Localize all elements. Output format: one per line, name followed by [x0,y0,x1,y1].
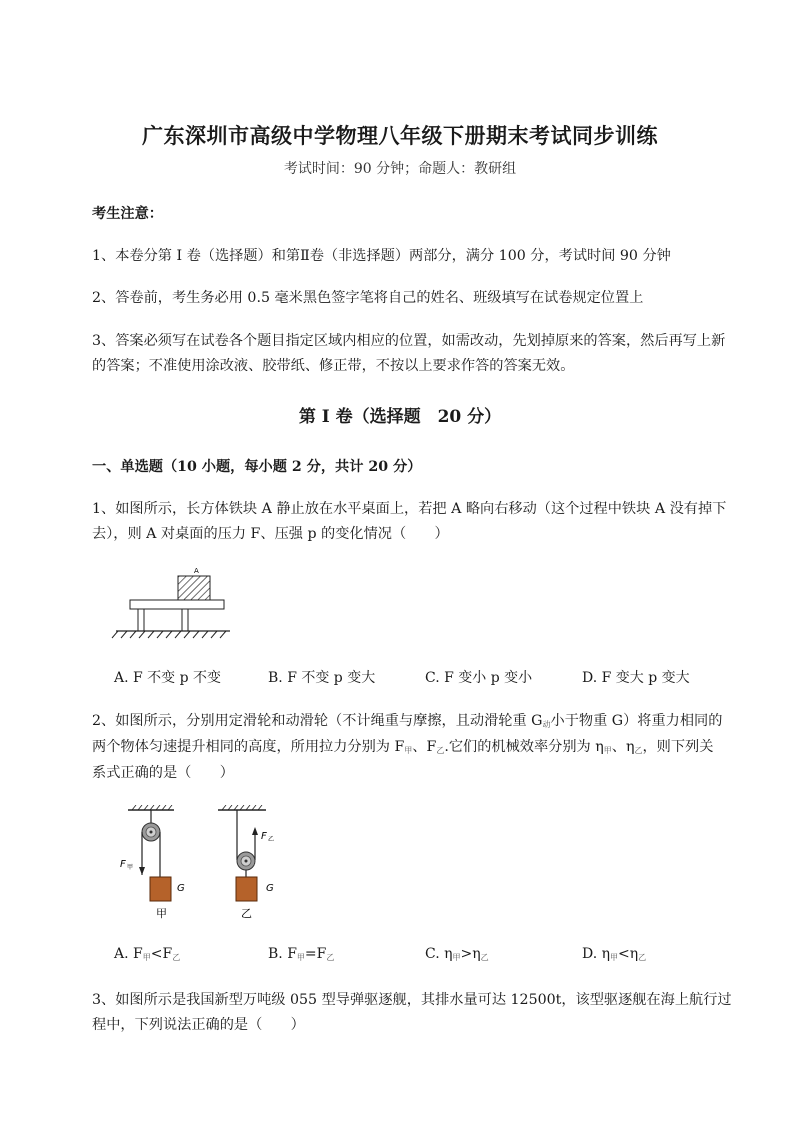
q2-pulley-figure [110,805,310,923]
q2-option-a[interactable]: A. $F_甲<F_乙$ [114,946,181,962]
q1-line-2: 去），则 A 对桌面的压力 F、压强 p 的变化情况（ ） [92,526,449,542]
q2-line-2: 两个物体匀速提升相同的高度，所用拉力分别为 $F_甲$、$F_乙$.它们的机械效率分别为 $\eta_甲$、$\eta_乙$，则下列关 [92,739,714,755]
movable-pulley-yi [218,805,274,920]
force-yi-label: F [261,831,267,842]
ground-hatch [112,631,226,638]
q1-block-label: A [194,567,199,575]
q1-option-a[interactable]: A. F 不变 p 不变 [114,670,222,686]
q1-option-b[interactable]: B. F 不变 p 变大 [268,670,376,686]
iron-block-a [178,576,210,600]
note-item-2: 2、答卷前，考生务必用 0.5 毫米黑色签字笔将自己的姓名、班级填写在试卷规定位置上 [92,290,644,306]
force-jia-label: F [120,859,126,870]
q2-line-3: 系式正确的是（ ） [92,765,234,781]
q2-option-b[interactable]: B. $F_甲=F_乙$ [268,946,335,962]
section-title: 第 I 卷（选择题 20 分） [298,407,502,427]
q2-option-d[interactable]: D. $\eta_甲<\eta_乙$ [582,946,647,962]
svg-text:乙: 乙 [268,836,275,843]
weight-yi-label: G [266,883,274,894]
note-item-3-cont: 的答案；不准使用涂改液、胶带纸、修正带，不按以上要求作答的答案无效。 [92,358,575,374]
fixed-pulley-jia [120,805,185,920]
table-leg-left [138,609,144,631]
weight-jia-label: G [177,883,185,894]
caption-yi: 乙 [241,907,252,920]
q2-option-c[interactable]: C. $\eta_甲>\eta_乙$ [425,946,489,962]
q2-line-1: 2、如图所示，分别用定滑轮和动滑轮（不计绳重与摩擦，且动滑轮重 $G_动$小于物重 G）将重力相同的 [92,713,723,729]
weight-box-yi [236,877,257,901]
table-leg-right [182,609,188,631]
q1-table-figure [108,562,233,642]
q1-option-d[interactable]: D. F 变大 p 变大 [582,670,690,686]
q3-line-1: 3、如图所示是我国新型万吨级 055 型导弹驱逐舰，其排水量可达 12500t，该型驱逐舰在海上航行过 [92,992,732,1008]
notes-heading: 考生注意： [92,206,163,222]
q1-option-c[interactable]: C. F 变小 p 变小 [425,670,533,686]
caption-jia: 甲 [156,907,167,920]
page-subtitle: 考试时间：90 分钟；命题人：教研组 [283,161,517,177]
note-item-1: 1、本卷分第 I 卷（选择题）和第Ⅱ卷（非选择题）两部分，满分 100 分，考试时间 90 分钟 [92,248,671,264]
weight-box-jia [150,877,171,901]
q1-line-1: 1、如图所示，长方体铁块 A 静止放在水平桌面上，若把 A 略向右移动（这个过程中铁块 A 没有掉下 [92,501,727,517]
svg-text:甲: 甲 [127,864,134,871]
q3-line-2: 程中，下列说法正确的是（ ） [92,1017,305,1033]
part-heading: 一、单选题（10 小题，每小题 2 分，共计 20 分） [92,459,422,475]
page-title: 广东深圳市高级中学物理八年级下册期末考试同步训练 [142,123,658,148]
table-top [130,600,224,609]
note-item-3: 3、答案必须写在试卷各个题目指定区域内相应的位置，如需改动，先划掉原来的答案，然后再写上新 [92,333,726,349]
